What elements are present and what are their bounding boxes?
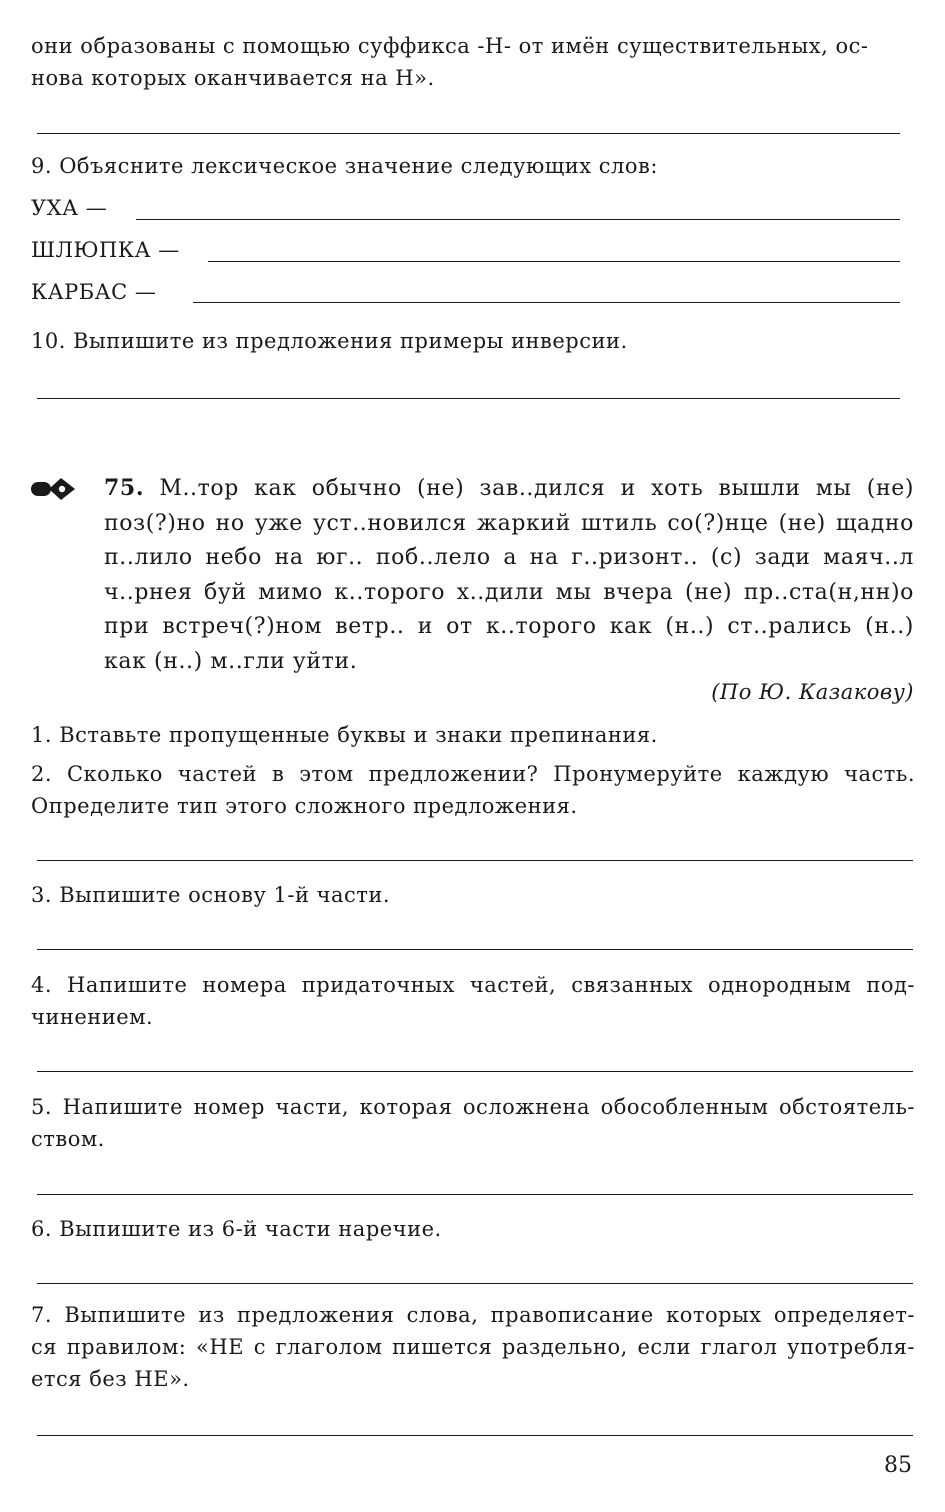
answer-line-task-3[interactable] xyxy=(37,949,913,950)
task-7-line-1: 7. Выпишите из предложения слова, правописание которых определяет- xyxy=(31,1303,915,1327)
answer-line-q10[interactable] xyxy=(37,398,900,399)
word-uha: УХА — xyxy=(31,196,108,220)
exercise-number: 75. xyxy=(104,475,145,501)
exercise-line-1: 75. М..тор как обычно (не) зав..дился и хоть вышли мы (не) xyxy=(104,475,915,501)
word-karbas: КАРБАС — xyxy=(31,280,157,304)
page-number: 85 xyxy=(884,1453,912,1478)
task-7-line-2: ся правилом: «НЕ с глаголом пишется раздельно, если глагол употребля- xyxy=(31,1335,915,1359)
exercise-line-3: п..лило небо на юг.. поб..лело а на г..ризонт.. (с) зади маяч..л xyxy=(104,545,914,570)
task-6: 6. Выпишите из 6-й части наречие. xyxy=(31,1217,442,1241)
task-2-line-1: 2. Сколько частей в этом предложении? Пронумеруйте каждую часть. xyxy=(31,762,915,786)
answer-line-task-6[interactable] xyxy=(37,1283,913,1284)
task-7-line-3: ется без НЕ». xyxy=(31,1367,190,1391)
pen-nib-icon xyxy=(31,475,77,503)
task-5-line-1: 5. Напишите номер части, которая осложнена обособленным обстоятель- xyxy=(31,1095,915,1119)
answer-line-karbas[interactable] xyxy=(193,302,900,303)
task-1: 1. Вставьте пропущенные буквы и знаки препинания. xyxy=(31,723,658,747)
answer-line-shlyupka[interactable] xyxy=(208,261,900,262)
answer-line-task-5[interactable] xyxy=(37,1194,913,1195)
exercise-75-text xyxy=(104,471,914,679)
task-5-line-2: ством. xyxy=(31,1127,105,1151)
exercise-line-2: поз(?)но но уже уст..новился жаркий штиль со(?)нце (не) щадно xyxy=(104,510,914,536)
answer-line-uha[interactable] xyxy=(136,219,900,220)
exercise-line-4: ч..рнея буй мимо к..торого х..дили мы вчера (не) пр..ста(н,нн)о xyxy=(104,579,914,605)
exercise-line-6: как (н..) м..гли уйти. xyxy=(104,648,358,674)
answer-line-task-4[interactable] xyxy=(37,1071,913,1072)
exercise-line-5: при встреч(?)ном ветр.. и от к..торого как (н..) ст..рались (н..) xyxy=(104,614,914,639)
word-shlyupka: ШЛЮПКА — xyxy=(31,238,180,262)
source-citation: (По Ю. Казакову) xyxy=(711,680,914,704)
answer-line-task-7[interactable] xyxy=(37,1435,913,1436)
q9-prompt: 9. Объясните лексическое значение следующих слов: xyxy=(31,154,658,178)
intro-line-2: нова которых оканчивается на Н». xyxy=(31,66,435,90)
task-3: 3. Выпишите основу 1-й части. xyxy=(31,883,391,907)
task-2-line-2: Определите тип этого сложного предложения. xyxy=(31,794,578,818)
intro-line-1: они образованы с помощью суффикса -Н- от имён существительных, ос- xyxy=(31,34,869,58)
answer-line[interactable] xyxy=(37,133,900,134)
q10-prompt: 10. Выпишите из предложения примеры инверсии. xyxy=(31,329,628,353)
task-4-line-1: 4. Напишите номера придаточных частей, связанных однородным под- xyxy=(31,973,915,997)
task-4-line-2: чинением. xyxy=(31,1005,154,1029)
answer-line-task-2[interactable] xyxy=(37,860,913,861)
